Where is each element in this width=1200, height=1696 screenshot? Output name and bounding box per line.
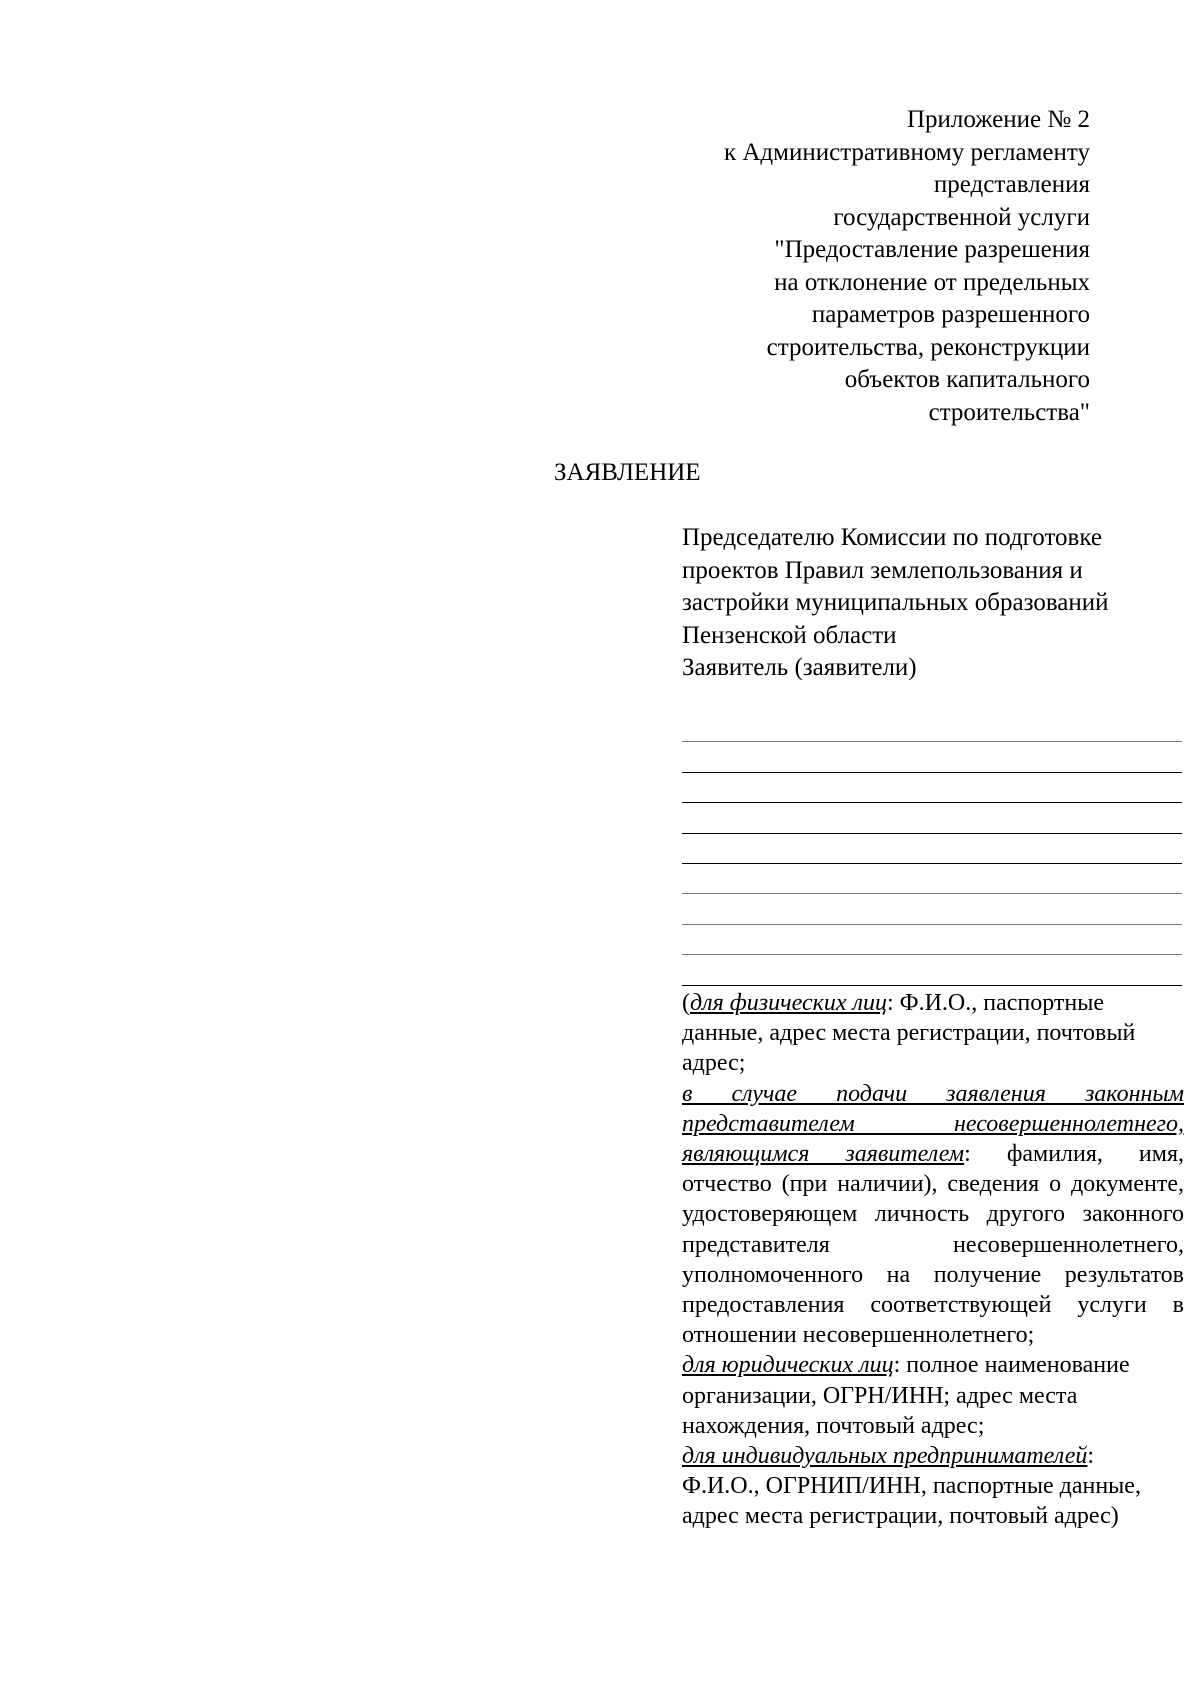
addressee-line: Председателю Комиссии по подготовке (682, 524, 1102, 551)
fill-line (682, 773, 1182, 803)
appendix-line: строительства, реконструкции (766, 333, 1090, 361)
individuals-text: : Ф.И.О., паспортные данные, адрес места регистрации, почтовый адрес; (682, 990, 1136, 1077)
fill-line (682, 803, 1182, 833)
appendix-line: Приложение № 2 (906, 106, 1090, 133)
individuals-label: для физических лиц (690, 990, 887, 1016)
legal-entities-text: : полное наименование организации, ОГРН/ИНН; адрес места нахождения, почтовый адрес; (682, 1352, 1130, 1439)
fill-line (682, 925, 1182, 955)
open-paren: ( (682, 990, 690, 1016)
addressee-line: застройки муниципальных образований (682, 589, 1109, 616)
representative-label: в случае подачи заявления законным представителем несовершеннолетнего, являющимся заявителем (682, 1080, 1184, 1168)
appendix-line: на отклонение от предельных (774, 268, 1090, 296)
entrepreneurs-label: для индивидуальных предпринимателей (682, 1443, 1088, 1470)
applicant-instructions (682, 988, 1184, 1532)
entrepreneurs-text: Ф.И.О., ОГРНИП/ИНН, паспортные данные, адрес места регистрации, почтовый адрес) (682, 1473, 1141, 1530)
representative-paragraph (682, 1079, 1184, 1351)
applicant-label: Заявитель (заявители) (682, 654, 917, 681)
document-title: ЗАЯВЛЕНИЕ (554, 459, 701, 486)
legal-entities-label: для юридических лиц (682, 1352, 894, 1379)
appendix-line: представления (933, 171, 1090, 198)
entrepreneurs-paragraph (682, 1441, 1184, 1532)
appendix-header (450, 104, 1090, 429)
appendix-line: объектов капитального (844, 366, 1090, 393)
legal-entities-paragraph (682, 1350, 1184, 1441)
addressee-line: проектов Правил землепользования и (682, 556, 1083, 584)
fill-line (682, 834, 1182, 864)
fill-line (682, 894, 1182, 924)
appendix-line: к Административному регламенту (723, 138, 1090, 166)
appendix-line: "Предоставление разрешения (774, 236, 1090, 263)
fill-line (682, 712, 1182, 742)
entrepreneurs-colon: : (1087, 1443, 1095, 1470)
appendix-line: параметров разрешенного (811, 301, 1090, 328)
appendix-line: государственной услуги (833, 203, 1090, 231)
representative-text: : фамилия, имя, отчество (при наличии), сведения о документе, удостоверяющем личность другого законного представителя несовершеннолетнего, уполномоченного на получение результатов предоставления соответствующей услуги в отношении несовершеннолетнего; (682, 1141, 1184, 1349)
individuals-paragraph (682, 988, 1184, 1079)
applicant-fill-lines (682, 712, 1182, 986)
fill-line (682, 742, 1182, 772)
addressee-block (682, 522, 1182, 685)
addressee-line: Пензенской области (682, 621, 897, 649)
appendix-line: строительства" (928, 398, 1090, 426)
fill-line (682, 864, 1182, 894)
fill-line (682, 955, 1182, 985)
